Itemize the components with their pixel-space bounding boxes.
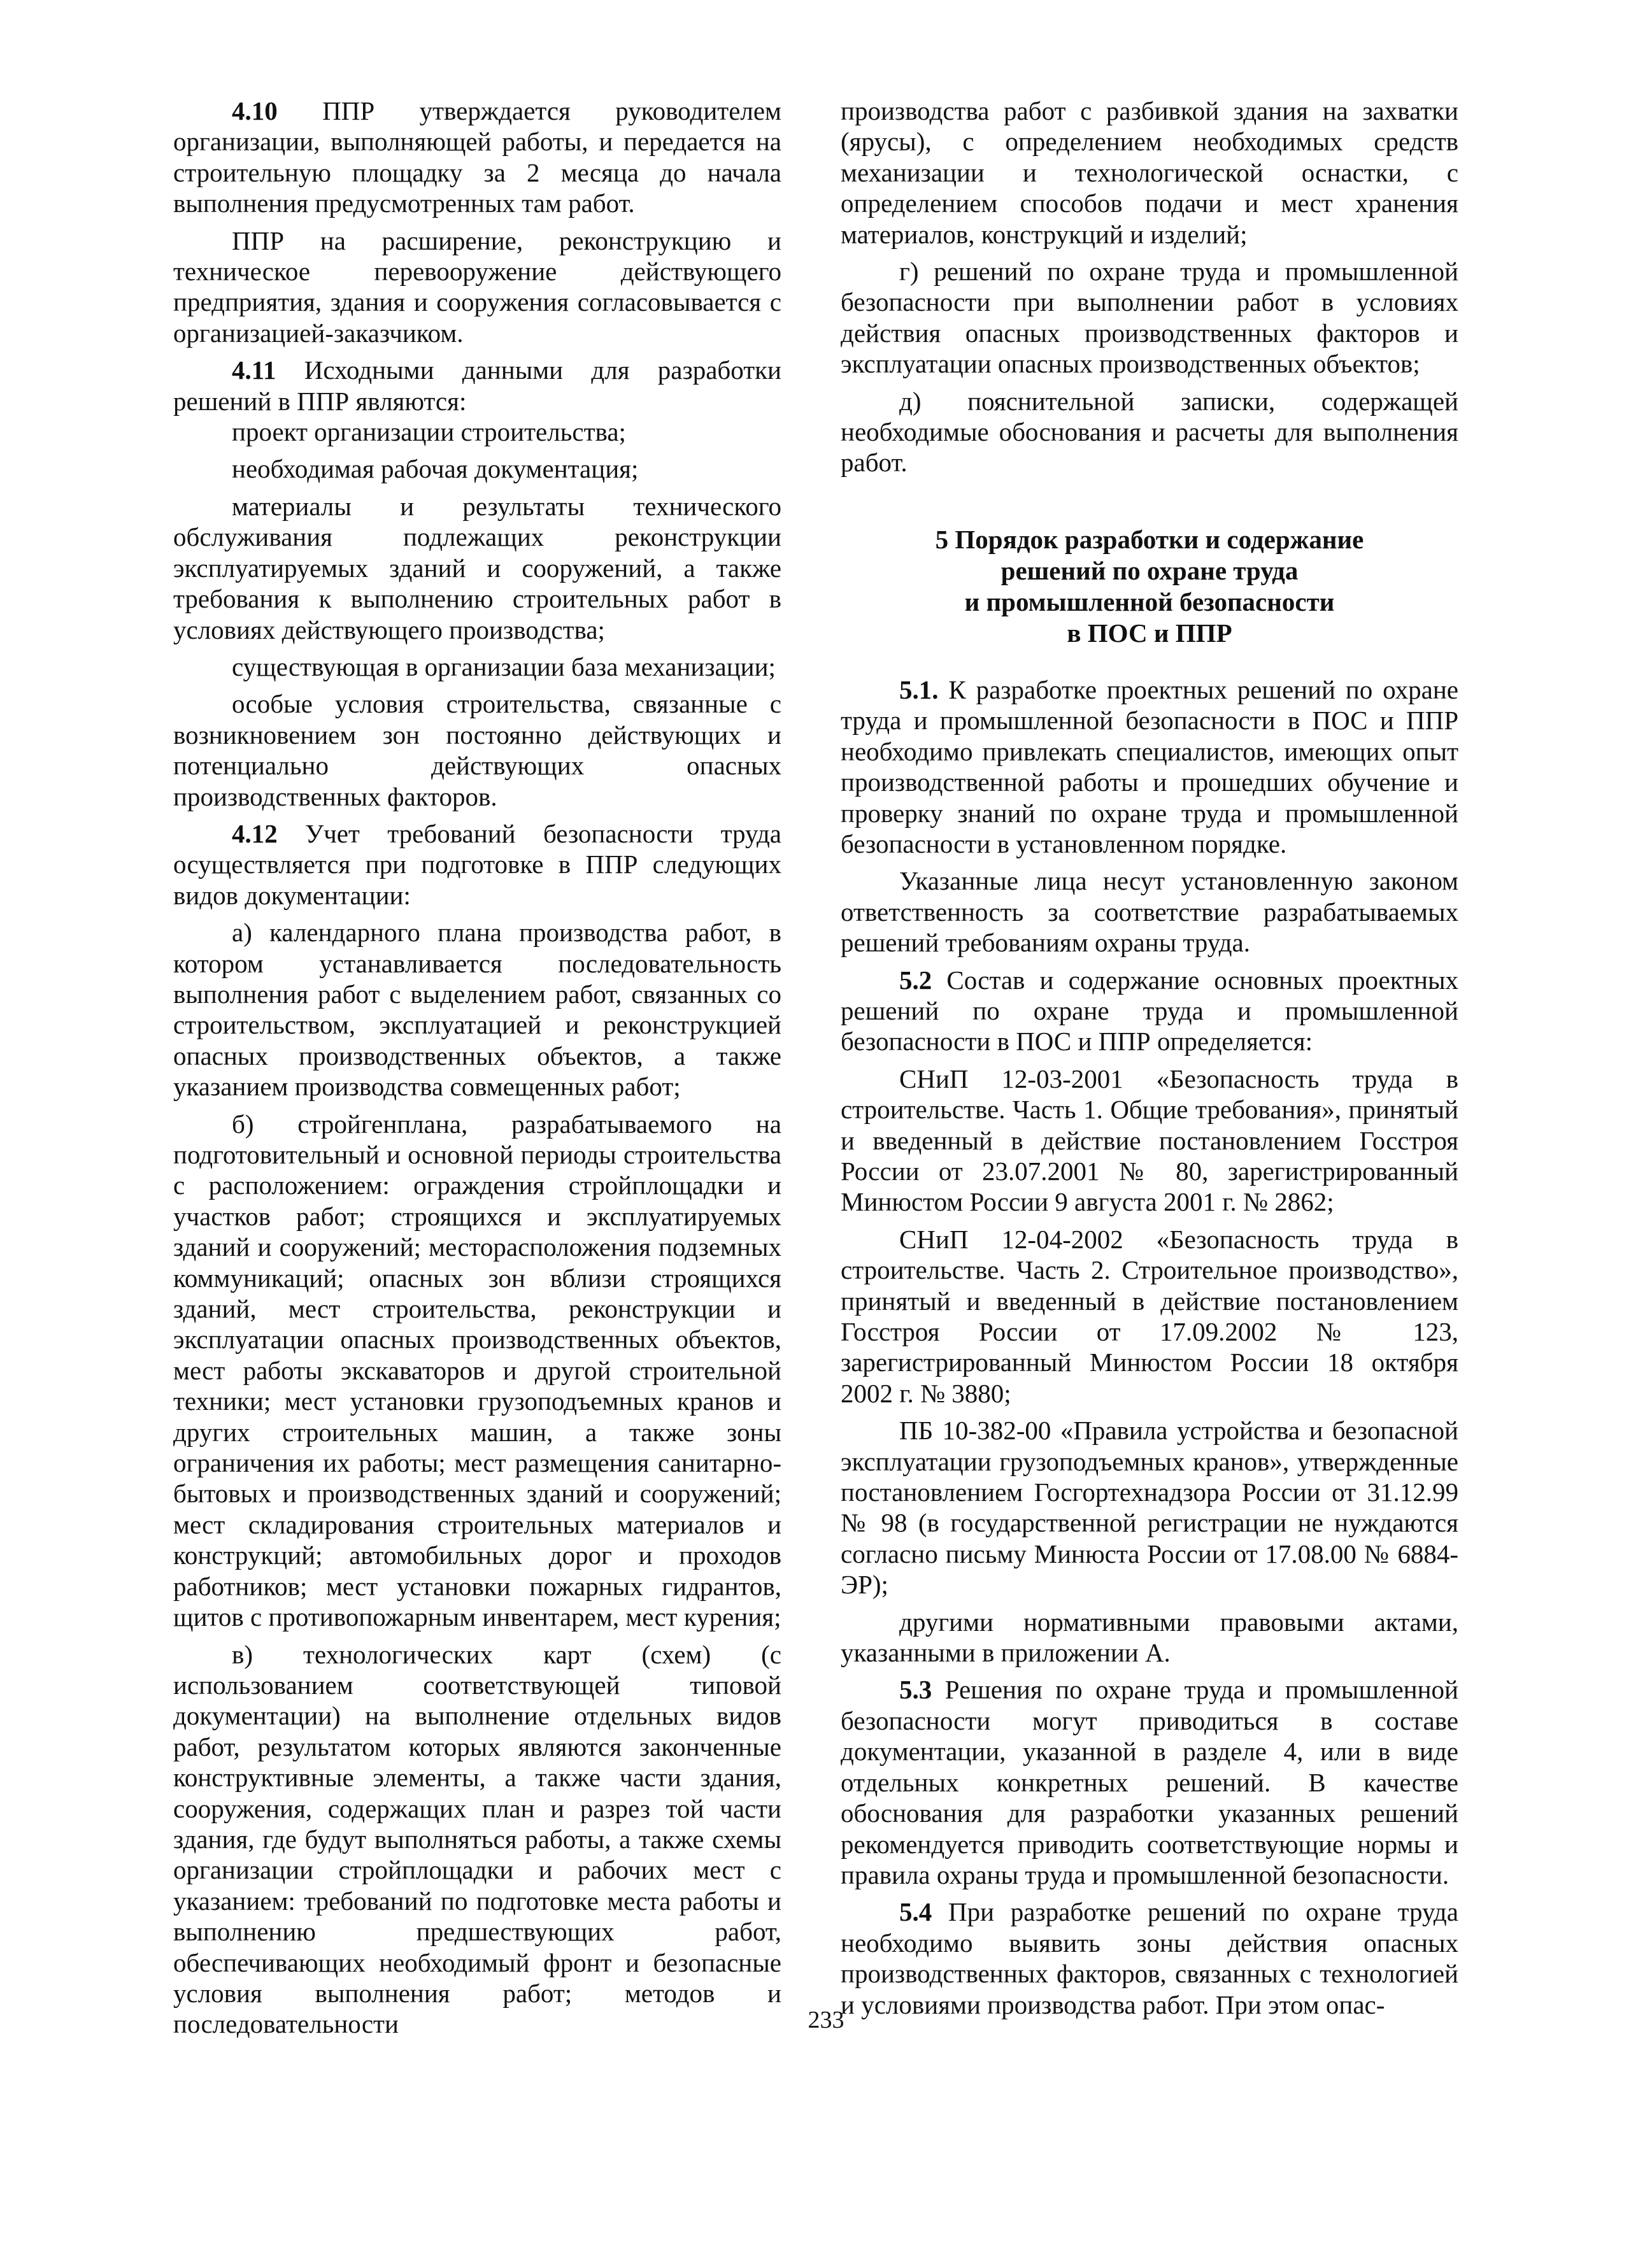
list-item: особые условия строительства, связанные с возникновением зон постоянно действующих и потенциально действующих опасных производственных факторов. [173, 689, 781, 811]
paragraph-4-12 [173, 818, 781, 911]
paragraph-text: Исходными данными для разработки решений в ППР являются: [173, 355, 781, 416]
heading-line: в ПОС и ППР [1067, 618, 1232, 648]
list-item: проект организации строительства; [232, 417, 626, 447]
reference-item: ПБ 10-382-00 «Правила устройства и безопасной эксплуатации грузоподъемных кранов», утвержденные постановлением Госгортехнадзора России от 31.12.99 № 98 (в государственной регистрации не нуждаются согласно письму Минюста России от 17.08.00 № 6884-ЭР); [841, 1416, 1458, 1600]
paragraph-text: ППР утверждается руководителем организации, выполняющей работы, и передается на строительную площадку за 2 месяца до начала выполнения предусмотренных там работ. [173, 96, 781, 218]
list-item-c: в) технологических карт (схем) (с использованием соответствующей типовой документации) на выполнение отдельных видов работ, результатом которых являются законченные конструктивные элементы, а также части здания, сооружения, содержащих план и разрез той части здания, где будут выполняться работы, а также схемы организации стройплощадки и рабочих мест с указанием: требований по подготовке места работы и выполнению предшествующих работ, обеспечивающих необходимый фронт и безопасные условия выполнения работ; методов и последовательности [173, 1639, 781, 2039]
heading-line: и промышленной безопасности [964, 587, 1335, 616]
list-item-c-continued: производства работ с разбивкой здания на захватки (ярусы), с определением необходимых средств механизации и технологической оснастки, с определением способов подачи и мест хранения материалов, конструкций и изделий; [841, 96, 1458, 249]
heading-line: 5 Порядок разработки и содержание [935, 524, 1364, 554]
list-item-g: г) решений по охране труда и промышленной безопасности при выполнении работ в условиях действия опасных производственных факторов и эксплуатации опасных производственных объектов; [841, 257, 1458, 379]
clause-number: 5.2 [899, 965, 932, 995]
reference-item: другими нормативными правовыми актами, указанными в приложении А. [841, 1607, 1458, 1668]
heading-line: решений по охране труда [1000, 555, 1299, 585]
clause-number: 5.4 [899, 1897, 932, 1927]
paragraph: ППР на расширение, реконструкцию и техническое перевооружение действующего предприятия, здания и сооружения согласовывается с организацией-заказчиком. [173, 225, 781, 348]
right-column [841, 96, 1458, 2020]
paragraph-text: Учет требований безопасности труда осуществляется при подготовке в ППР следующих видов документации: [173, 818, 781, 910]
paragraph-5-3 [841, 1674, 1458, 1890]
paragraph-4-11 [173, 355, 781, 416]
clause-number: 4.10 [232, 96, 278, 125]
page-number: 233 [808, 2007, 844, 2033]
list-item-b: б) стройгенплана, разрабатываемого на подготовительный и основной периоды строительства с расположением: ограждения стройплощадки и участков работ; строящихся и эксплуатируемых зданий и сооружений; месторасположения подземных коммуникаций; опасных зон вблизи строящихся зданий, мест строительства, реконструкции и эксплуатации опасных производственных объектов, мест работы экскаваторов и другой строительной техники; мест установки грузоподъемных кранов и других строительных машин, а также зоны ограничения их работы; мест размещения санитарно-бытовых и производственных зданий и сооружений; мест складирования строительных материалов и конструкций; автомобильных дорог и проходов работников; мест установки пожарных гидрантов, щитов с противопожарным инвентарем, мест курения; [173, 1109, 781, 1632]
list-item: материалы и результаты технического обслуживания подлежащих реконструкции эксплуатируемых зданий и сооружений, а также требования к выполнению строительных работ в условиях действующего производства; [173, 491, 781, 644]
list-item-d: д) пояснительной записки, содержащей необходимые обоснования и расчеты для выполнения работ. [841, 386, 1458, 478]
paragraph-5-2 [841, 965, 1458, 1057]
paragraph-5-1 [841, 674, 1458, 859]
clause-number: 5.3 [899, 1675, 932, 1705]
paragraph-text: К разработке проектных решений по охране труда и промышленной безопасности в ПОС и ППР необходимо привлекать специалистов, имеющих опыт производственной работы и прошедших обучение и проверку знаний по охране труда и промышленной безопасности в установленном порядке. [841, 674, 1458, 858]
list-item-a: а) календарного плана производства работ, в котором устанавливается последовательность выполнения работ с выделением работ, связанных со строительством, эксплуатацией и реконструкцией опасных производственных объектов, а также указанием производства совмещенных работ; [173, 918, 781, 1102]
paragraph-4-10 [173, 96, 781, 219]
list-item: существующая в организации база механизации; [232, 651, 776, 681]
clause-number: 4.11 [232, 355, 276, 385]
clause-number: 4.12 [232, 818, 278, 848]
paragraph-5-4 [841, 1896, 1458, 2020]
paragraph-text: Состав и содержание основных проектных решений по охране труда и промышленной безопасности в ПОС и ППР определяется: [841, 965, 1458, 1056]
left-column [173, 96, 781, 2040]
paragraph: Указанные лица несут установленную законом ответственность за соответствие разрабатываемых решений требованиям охраны труда. [841, 866, 1458, 958]
list-item: необходимая рабочая документация; [232, 454, 639, 484]
paragraph-text: Решения по охране труда и промышленной безопасности могут приводиться в составе документации, указанной в разделе 4, или в виде отдельных конкретных решений. В качестве обоснования для разработки указанных решений рекомендуется приводить соответствующие нормы и правила охраны труда и промышленной безопасности. [841, 1675, 1458, 1889]
paragraph-text: При разработке решений по охране труда необходимо выявить зоны действия опасных производственных факторов, связанных с технологией и условиями производства работ. При этом опас- [841, 1897, 1458, 2019]
reference-item: СНиП 12-04-2002 «Безопасность труда в строительстве. Часть 2. Строительное производство», принятый и введенный в действие постановлением Госстроя России от 17.09.2002 № 123, зарегистрированный Минюстом России 18 октября 2002 г. № 3880; [841, 1224, 1458, 1408]
clause-number: 5.1. [899, 674, 939, 704]
reference-item: СНиП 12-03-2001 «Безопасность труда в строительстве. Часть 1. Общие требования», принятый и введенный в действие постановлением Госстроя России от 23.07.2001 № 80, зарегистрированный Минюстом России 9 августа 2001 г. № 2862; [841, 1063, 1458, 1217]
section-heading [841, 524, 1458, 649]
